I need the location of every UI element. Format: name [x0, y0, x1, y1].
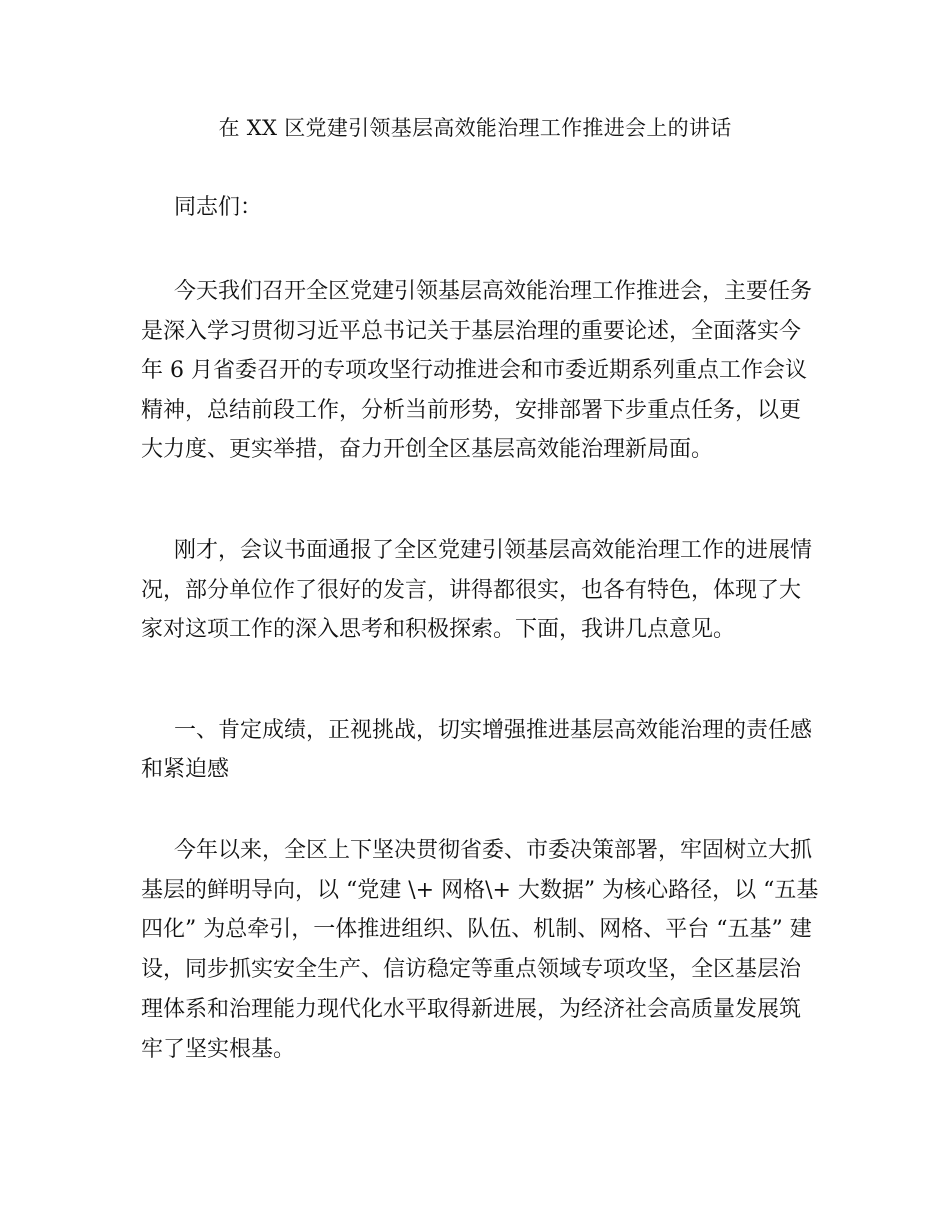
section-heading-line-2: 和紧迫感	[141, 757, 230, 782]
paragraph-4-line-6: 牢了坚实根基。	[141, 1037, 296, 1062]
paragraph-1-line-2: 是深入学习贯彻习近平总书记关于基层治理的重要论述，全面落实今	[141, 319, 802, 344]
paragraph-4-line-1: 今年以来，全区上下坚决贯彻省委、市委决策部署，牢固树立大抓	[174, 838, 813, 863]
paragraph-1-line-5: 大力度、更实举措，奋力开创全区基层高效能治理新局面。	[141, 437, 714, 462]
paragraph-1-line-3: 年 6 月省委召开的专项攻坚行动推进会和市委近期系列重点工作会议	[141, 358, 807, 383]
paragraph-2-line-1: 刚才，会议书面通报了全区党建引领基层高效能治理工作的进展情	[174, 538, 813, 563]
paragraph-1-line-1: 今天我们召开全区党建引领基层高效能治理工作推进会，主要任务	[174, 279, 813, 304]
document-title: 在 XX 区党建引领基层高效能治理工作推进会上的讲话	[218, 116, 732, 140]
paragraph-2-line-3: 家对这项工作的深入思考和积极探索。下面，我讲几点意见。	[141, 617, 736, 642]
paragraph-4-line-3: 四化” 为总牵引，一体推进组织、队伍、机制、网格、平台 “五基” 建	[141, 917, 812, 942]
salutation: 同志们：	[174, 195, 263, 220]
section-heading-line-1: 一、肯定成绩，正视挑战，切实增强推进基层高效能治理的责任感	[174, 718, 813, 743]
paragraph-4-line-2: 基层的鲜明导向，以 “党建 \+ 网格\+ 大数据” 为核心路径，以 “五基	[141, 878, 819, 903]
paragraph-1-line-4: 精神，总结前段工作，分析当前形势，安排部署下步重点任务，以更	[141, 398, 802, 423]
paragraph-2-line-2: 况，部分单位作了很好的发言，讲得都很实，也各有特色，体现了大	[141, 578, 802, 603]
paragraph-4-line-4: 设，同步抓实安全生产、信访稳定等重点领域专项攻坚，全区基层治	[141, 957, 802, 982]
paragraph-4-line-5: 理体系和治理能力现代化水平取得新进展，为经济社会高质量发展筑	[141, 997, 802, 1022]
